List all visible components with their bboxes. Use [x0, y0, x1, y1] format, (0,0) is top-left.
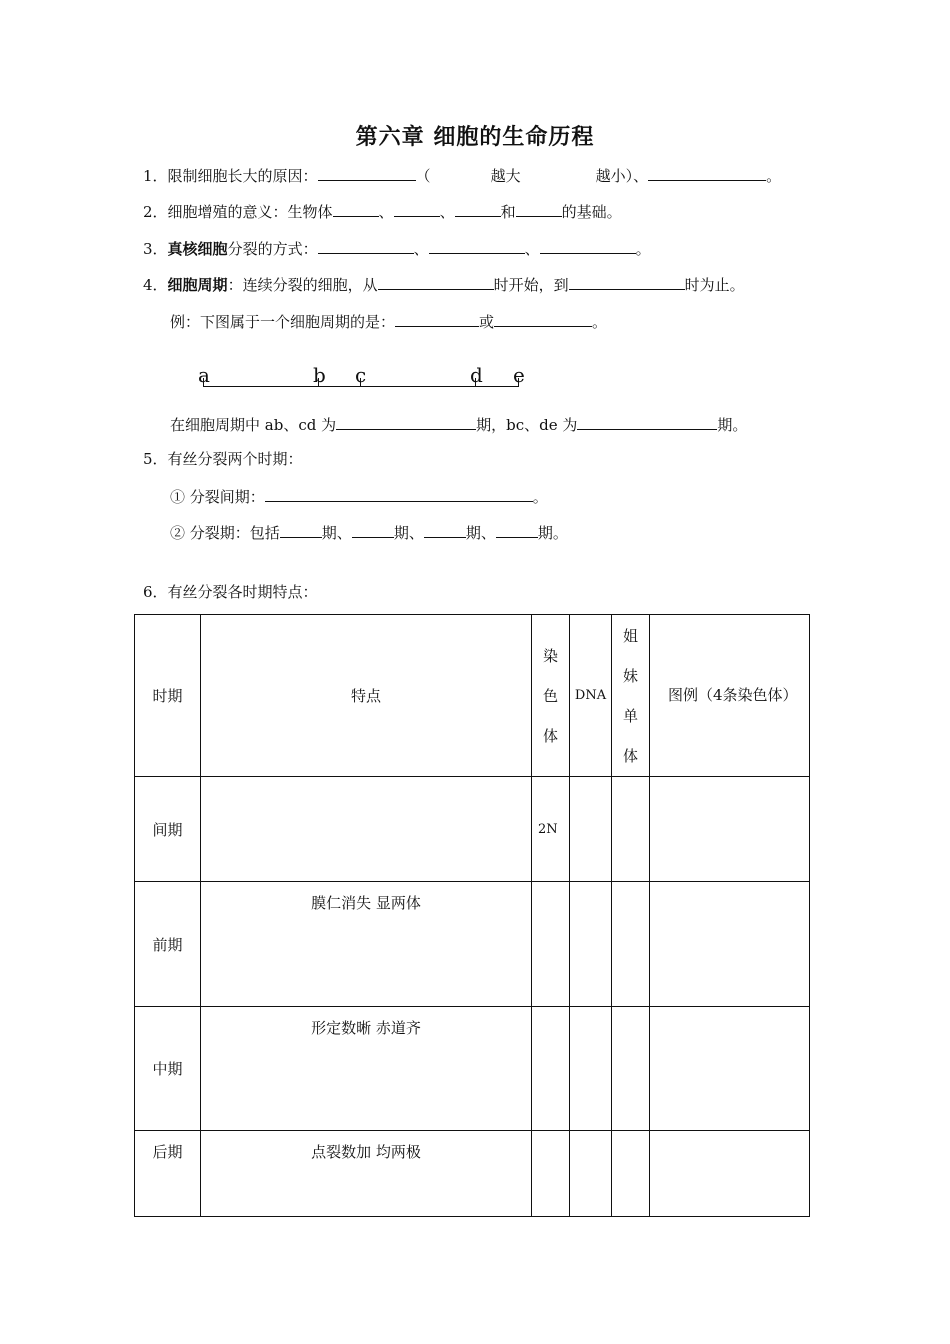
blank[interactable]	[648, 164, 766, 181]
conjunction: 和	[500, 203, 516, 221]
page-title: 第六章 细胞的生命历程	[355, 125, 595, 150]
cycle-line	[170, 413, 747, 435]
table-header-row	[135, 615, 810, 777]
interphase-text: ① 分裂间期：	[170, 488, 265, 506]
question-5-2	[170, 521, 568, 543]
question-4-mid: 时开始，到	[493, 276, 569, 294]
row-figure[interactable]	[650, 1006, 810, 1130]
blank[interactable]	[333, 200, 379, 217]
example-text: 例：下图属于一个细胞周期的是：	[170, 313, 396, 331]
question-2-suffix: 的基础。	[561, 203, 622, 221]
question-2	[143, 200, 622, 222]
row-chromatid[interactable]	[612, 1130, 650, 1216]
question-2-text: 2．细胞增殖的意义：生物体	[143, 203, 333, 221]
row-chromatid[interactable]	[612, 777, 650, 882]
period: 。	[552, 524, 568, 542]
blank[interactable]	[352, 521, 394, 538]
header-chromosome: 染色体	[532, 615, 570, 777]
separator: 、	[336, 524, 352, 542]
row-figure[interactable]	[650, 1130, 810, 1216]
example-line	[170, 310, 607, 332]
blank[interactable]	[280, 521, 322, 538]
question-number: 4．	[143, 276, 168, 294]
row-feature[interactable]: 形定数晰 赤道齐	[201, 1006, 532, 1130]
separator: 、	[524, 240, 540, 258]
table-row	[135, 1130, 810, 1216]
blank[interactable]	[540, 237, 636, 254]
question-1-text: 1．限制细胞长大的原因：	[143, 167, 318, 185]
label-e: e	[513, 363, 525, 387]
separator: 、	[633, 167, 649, 185]
row-figure[interactable]	[650, 777, 810, 882]
row-chromatid[interactable]	[612, 1006, 650, 1130]
question-5: 5．有丝分裂两个时期：	[143, 450, 303, 468]
row-phase: 中期	[135, 1006, 201, 1130]
phase-word: 期	[321, 524, 337, 542]
cycle-line-mid: 期，bc、de 为	[476, 416, 578, 434]
conjunction: 或	[479, 313, 495, 331]
row-chromatid[interactable]	[612, 882, 650, 1006]
table-row	[135, 777, 810, 882]
phase-word: 期	[465, 524, 481, 542]
question-5-1	[170, 485, 548, 507]
blank[interactable]	[455, 200, 501, 217]
phase-word: 期	[393, 524, 409, 542]
question-1	[143, 164, 781, 186]
header-feature: 特点	[201, 615, 532, 777]
word-larger: 越大	[490, 167, 521, 185]
label-d: d	[470, 363, 483, 387]
blank[interactable]	[429, 237, 525, 254]
word-smaller: 越小）	[595, 167, 634, 185]
row-dna[interactable]	[570, 1006, 612, 1130]
table-row	[135, 1006, 810, 1130]
blank[interactable]	[494, 310, 592, 327]
period: 。	[532, 488, 548, 506]
row-chromosome[interactable]: 2N	[532, 777, 570, 882]
row-figure[interactable]	[650, 882, 810, 1006]
row-dna[interactable]	[570, 777, 612, 882]
period: 。	[766, 167, 782, 185]
period: 。	[592, 313, 608, 331]
question-3	[143, 237, 651, 259]
question-4-text: ：连续分裂的细胞，从	[227, 276, 378, 294]
row-dna[interactable]	[570, 1130, 612, 1216]
row-phase: 前期	[135, 882, 201, 1006]
blank[interactable]	[496, 521, 538, 538]
row-chromosome[interactable]	[532, 1006, 570, 1130]
table-row	[135, 882, 810, 1006]
header-chromatid: 姐妹单体	[612, 615, 650, 777]
question-number: 3．	[143, 240, 168, 258]
period: 。	[635, 240, 651, 258]
blank[interactable]	[424, 521, 466, 538]
row-feature[interactable]: 点裂数加 均两极	[201, 1130, 532, 1216]
separator: 、	[408, 524, 424, 542]
keyword-cell-cycle: 细胞周期	[167, 276, 228, 294]
question-3-text: 分裂的方式：	[227, 240, 318, 258]
blank[interactable]	[394, 200, 440, 217]
label-a: a	[198, 363, 210, 387]
blank[interactable]	[318, 164, 416, 181]
separator: 、	[413, 240, 429, 258]
header-dna: DNA	[570, 615, 612, 777]
blank[interactable]	[378, 273, 494, 290]
header-phase: 时期	[135, 615, 201, 777]
blank[interactable]	[395, 310, 479, 327]
phase-word: 期	[537, 524, 553, 542]
row-phase: 间期	[135, 777, 201, 882]
blank[interactable]	[577, 413, 717, 430]
blank[interactable]	[569, 273, 685, 290]
mitosis-table	[134, 614, 810, 1217]
row-dna[interactable]	[570, 882, 612, 1006]
question-4-end: 时为止。	[684, 276, 745, 294]
row-chromosome[interactable]	[532, 882, 570, 1006]
label-b: b	[313, 363, 326, 387]
separator: 、	[439, 203, 455, 221]
cycle-line-end: 期。	[717, 416, 748, 434]
separator: 、	[378, 203, 394, 221]
blank[interactable]	[516, 200, 562, 217]
row-chromosome[interactable]	[532, 1130, 570, 1216]
question-6: 6．有丝分裂各时期特点：	[143, 583, 318, 601]
blank[interactable]	[265, 485, 533, 502]
blank[interactable]	[318, 237, 414, 254]
header-figure: 图例（4条染色体）	[650, 615, 810, 777]
division-phase-text: ② 分裂期：包括	[170, 524, 280, 542]
row-feature[interactable]: 膜仁消失 显两体	[201, 882, 532, 1006]
label-c: c	[355, 363, 367, 387]
row-phase: 后期	[135, 1130, 201, 1216]
separator: 、	[480, 524, 496, 542]
question-4	[143, 273, 745, 295]
keyword-eukaryotic-cell: 真核细胞	[167, 240, 228, 258]
cell-cycle-timeline	[195, 364, 535, 394]
paren: （	[415, 167, 431, 185]
cycle-line-text: 在细胞周期中 ab、cd 为	[170, 416, 337, 434]
blank[interactable]	[336, 413, 476, 430]
row-feature[interactable]	[201, 777, 532, 882]
